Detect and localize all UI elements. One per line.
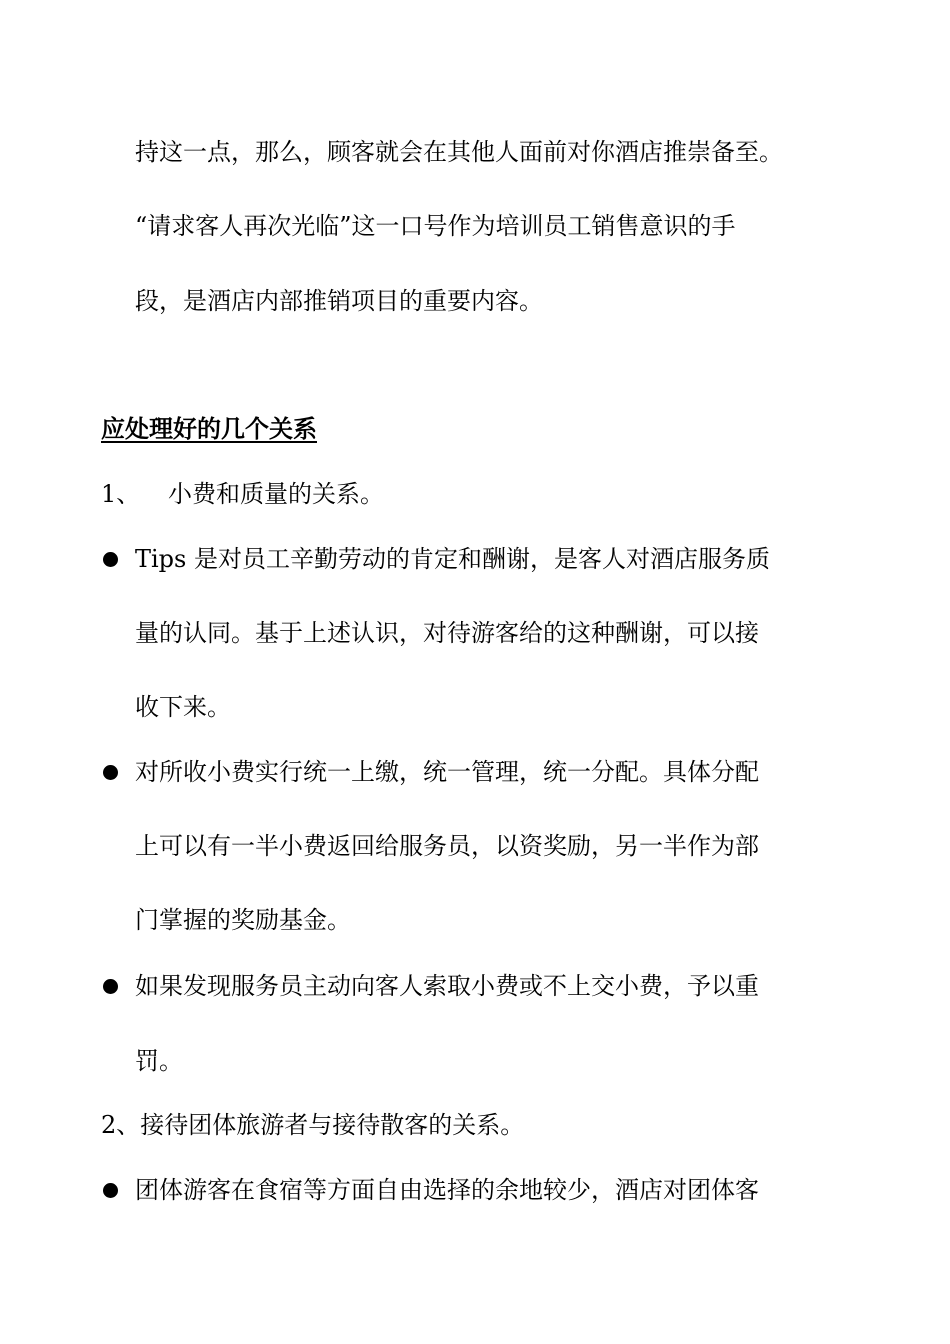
paragraph-line: “请求客人再次光临”这一口号作为培训员工销售意识的手	[135, 212, 736, 240]
bullet-icon	[103, 552, 118, 567]
bullet-icon	[103, 1183, 118, 1198]
bullet-line: 收下来。	[135, 693, 231, 721]
bullet-line: 门掌握的奖励基金。	[135, 906, 351, 934]
paragraph-line: 持这一点，那么，顾客就会在其他人面前对你酒店推崇备至。	[135, 138, 783, 166]
paragraph-line: 段，是酒店内部推销项目的重要内容。	[135, 287, 543, 315]
bullet-line: 量的认同。基于上述认识，对待游客给的这种酬谢，可以接	[135, 619, 759, 647]
bullet-line: Tips 是对员工辛勤劳动的肯定和酬谢，是客人对酒店服务质	[135, 545, 770, 573]
bullet-line: 罚。	[135, 1047, 183, 1075]
bullet-line: 对所收小费实行统一上缴，统一管理，统一分配。具体分配	[135, 758, 759, 786]
bullet-icon	[103, 765, 118, 780]
item-text: 小费和质量的关系。	[168, 480, 384, 508]
bullet-line: 如果发现服务员主动向客人索取小费或不上交小费，予以重	[135, 972, 759, 1000]
section-heading: 应处理好的几个关系	[101, 414, 317, 443]
bullet-line: 团体游客在食宿等方面自由选择的余地较少，酒店对团体客	[135, 1176, 759, 1204]
bullet-line: 上可以有一半小费返回给服务员，以资奖励，另一半作为部	[135, 832, 759, 860]
bullet-icon	[103, 979, 118, 994]
item-text: 2、接待团体旅游者与接待散客的关系。	[101, 1111, 525, 1139]
item-number: 1、	[101, 480, 141, 508]
